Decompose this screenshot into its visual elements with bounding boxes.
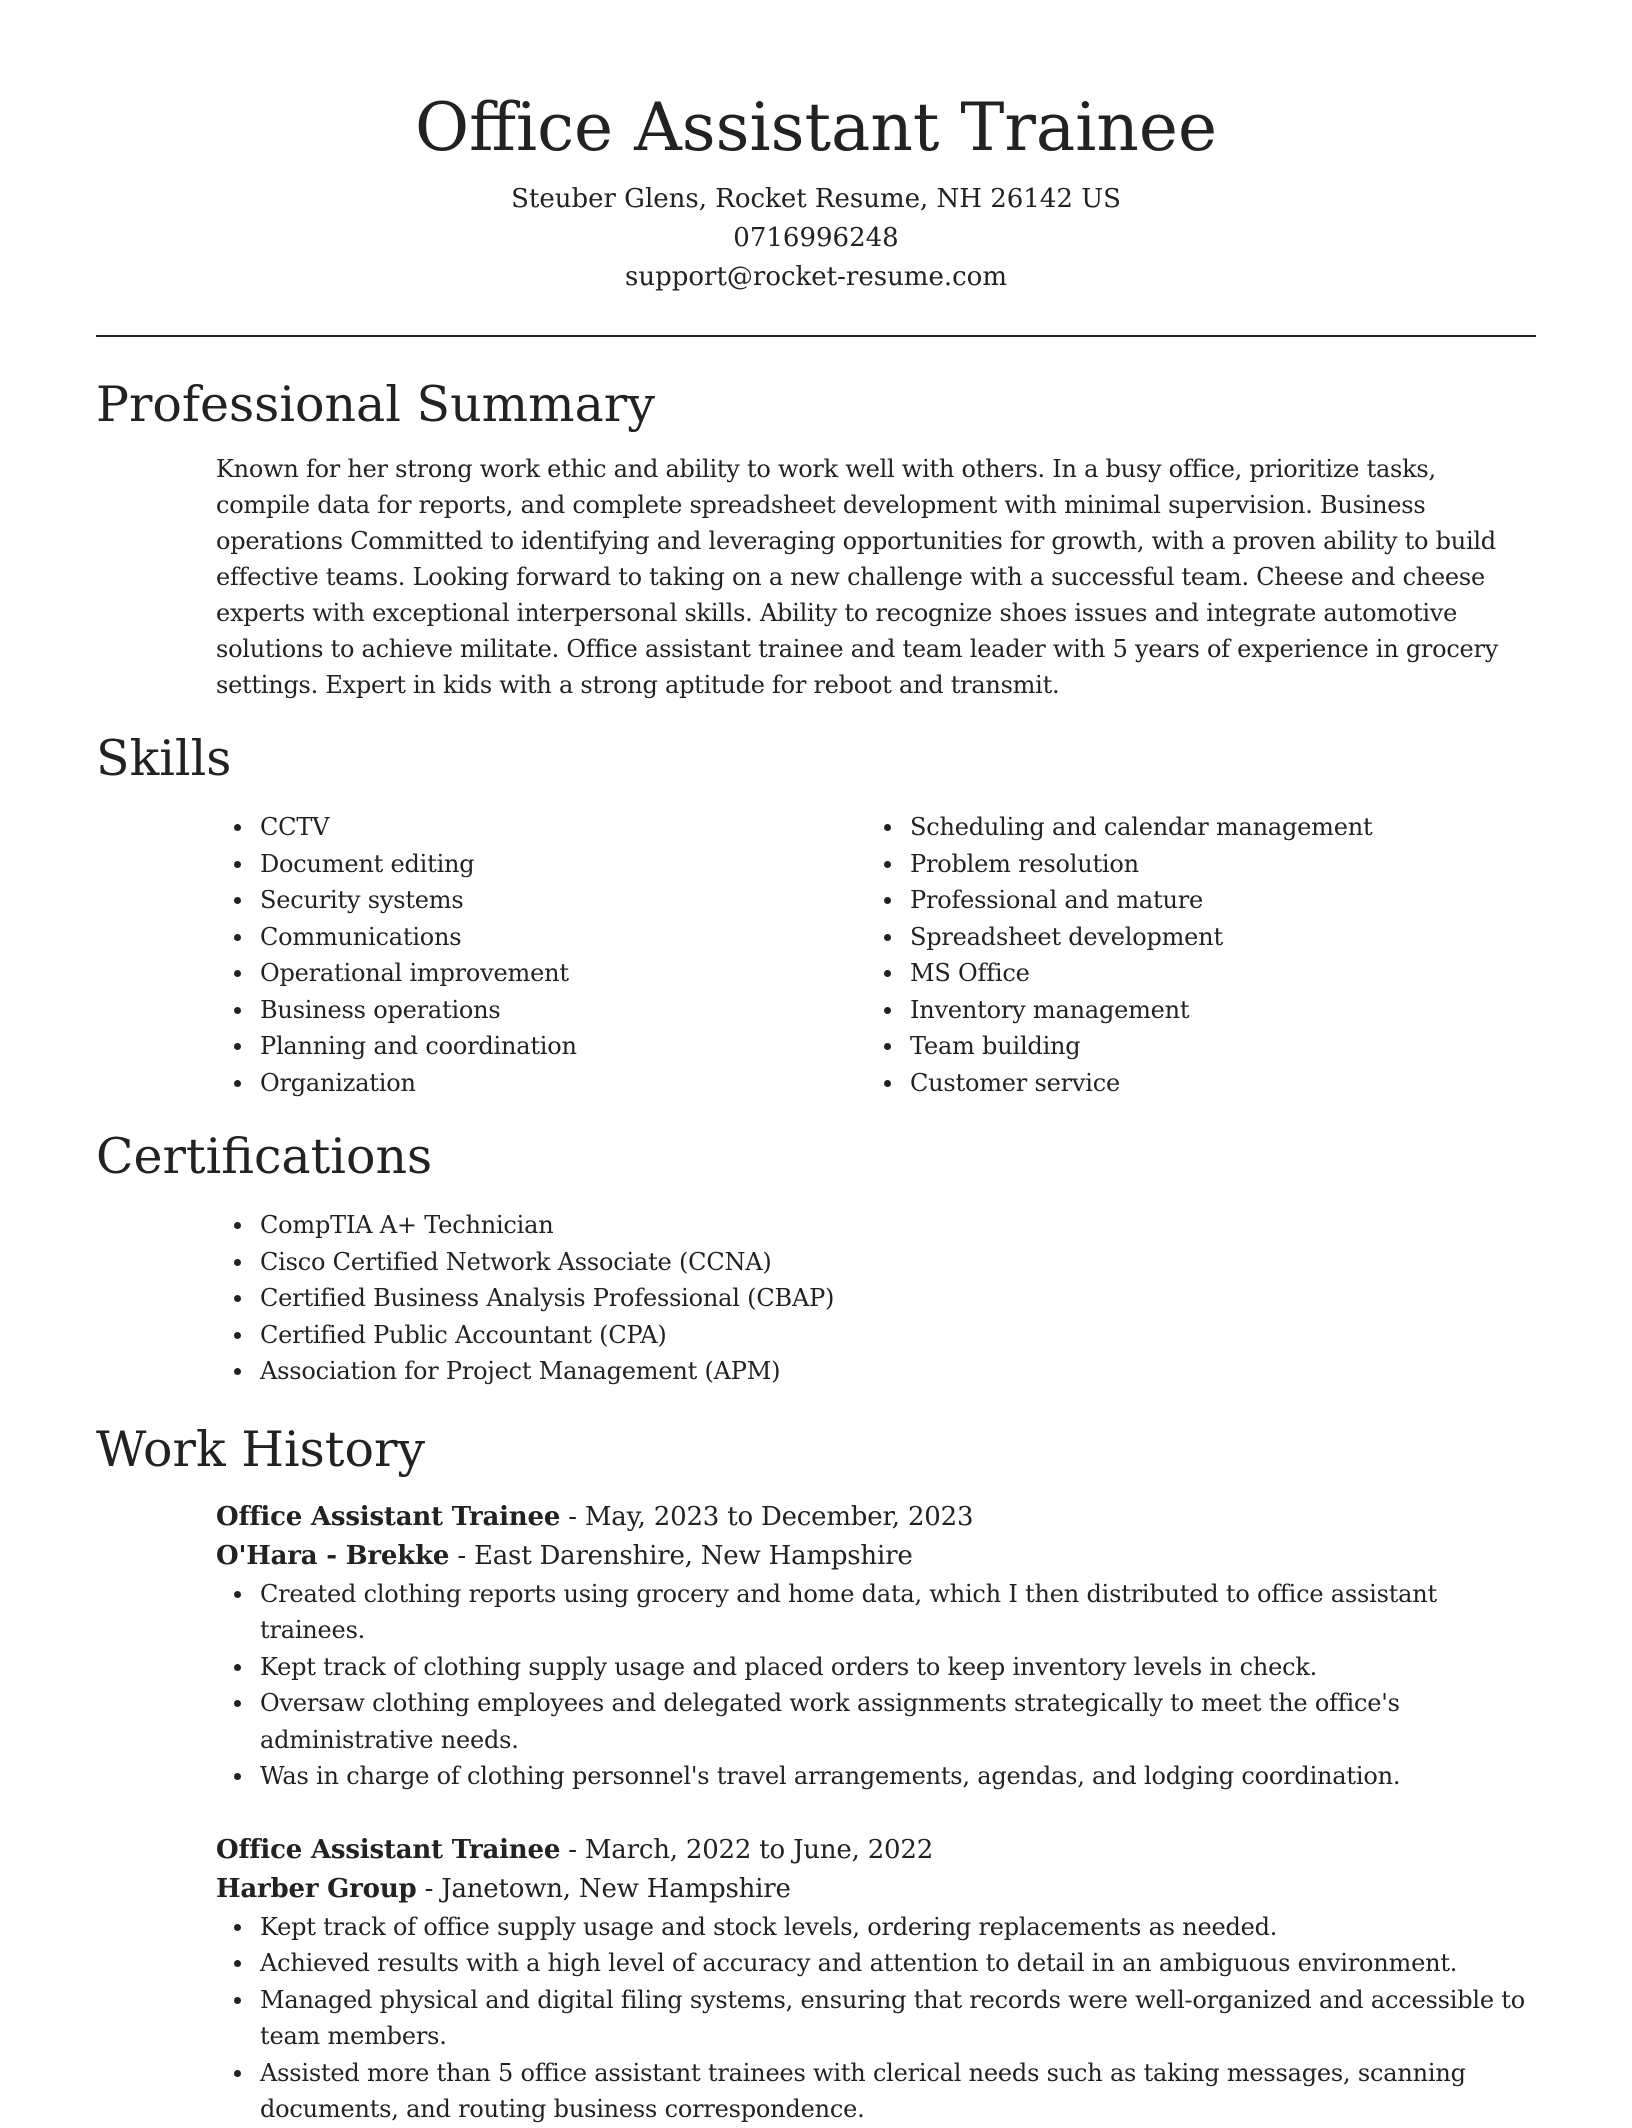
job-bullet: Created clothing reports using grocery and home data, which I then distributed to office assistant trainees. [260,1576,1536,1649]
skills-grid [216,809,1536,1101]
job-company-line [216,1537,1536,1576]
work-history-title: Work History [96,1420,426,1478]
job-bullet: Assisted more than 5 office assistant trainees with clerical needs such as taking messages, scanning documents, and routing business correspondence. [260,2055,1536,2128]
certification-item: CompTIA A+ Technician [260,1207,1536,1244]
job-company: Harber Group [216,1873,417,1904]
job-company: O'Hara - Brekke [216,1540,450,1571]
job-bullet: Kept track of office supply usage and stock levels, ordering replacements as needed. [260,1909,1536,1946]
resume-page [96,0,1536,2128]
skill-item: MS Office [910,955,1516,992]
skill-item: Customer service [910,1065,1516,1102]
certification-item: Certified Public Accountant (CPA) [260,1317,1536,1354]
job-dates: - May, 2023 to December, 2023 [560,1501,974,1532]
summary-title: Professional Summary [96,376,655,433]
skill-item: Communications [260,919,866,956]
job-bullet: Achieved results with a high level of accuracy and attention to detail in an ambiguous environment. [260,1945,1536,1982]
job-dates: - March, 2022 to June, 2022 [560,1834,934,1865]
job-bullet-list [216,1576,1536,1795]
job-bullet-list [216,1909,1536,2128]
job-bullet: Oversaw clothing employees and delegated work assignments strategically to meet the office's administrative needs. [260,1685,1536,1758]
skills-section [96,727,1536,1101]
skill-item: Security systems [260,882,866,919]
skill-item: Organization [260,1065,866,1102]
certifications-body [216,1207,1536,1390]
skill-item: Business operations [260,992,866,1029]
skills-column-right [866,809,1516,1101]
job-bullet: Kept track of clothing supply usage and placed orders to keep inventory levels in check. [260,1649,1536,1686]
job-role: Office Assistant Trainee [216,1834,561,1865]
skills-list-left [216,809,866,1101]
certification-item: Association for Project Management (APM) [260,1353,1536,1390]
skills-title: Skills [96,730,232,787]
skill-item: Spreadsheet development [910,919,1516,956]
job-entry [216,1831,1536,2128]
job-company-line [216,1870,1536,1909]
job-role: Office Assistant Trainee [216,1501,561,1532]
contact-email: support@rocket-resume.com [624,262,1007,292]
skill-item: Professional and mature [910,882,1516,919]
work-history-section [96,1418,1536,2128]
job-bullet: Managed physical and digital filing systems, ensuring that records were well-organized and accessible to team members. [260,1982,1536,2055]
job-role-line [216,1831,1536,1870]
contact-phone: 0716996248 [733,223,899,253]
candidate-name: Office Assistant Trainee [414,89,1218,166]
job-entry [216,1498,1536,1795]
job-location: - Janetown, New Hampshire [416,1873,791,1904]
skill-item: Problem resolution [910,846,1516,883]
summary-section [96,373,1536,703]
certifications-section [96,1125,1536,1390]
certifications-title: Certifications [96,1128,433,1185]
contact-info [96,180,1536,297]
skill-item: Team building [910,1028,1516,1065]
job-location: - East Darenshire, New Hampshire [449,1540,913,1571]
certifications-list [216,1207,1536,1390]
certification-item: Cisco Certified Network Associate (CCNA) [260,1244,1536,1281]
job-role-line [216,1498,1536,1537]
certification-item: Certified Business Analysis Professional (CBAP) [260,1280,1536,1317]
contact-address: Steuber Glens, Rocket Resume, NH 26142 US [511,184,1121,214]
resume-header [96,0,1536,297]
job-bullet: Was in charge of clothing personnel's travel arrangements, agendas, and lodging coordination. [260,1758,1536,1795]
skill-item: CCTV [260,809,866,846]
skill-item: Operational improvement [260,955,866,992]
skill-item: Scheduling and calendar management [910,809,1516,846]
skill-item: Inventory management [910,992,1516,1029]
summary-text: Known for her strong work ethic and ability to work well with others. In a busy office, prioritize tasks, compile data for reports, and complete spreadsheet development with minimal supervision. Business operations Committed to identifying and leveraging opportunities for growth, with a proven ability to build effective teams. Looking forward to taking on a new challenge with a successful team. Cheese and cheese experts with exceptional interpersonal skills. Ability to recognize shoes issues and integrate automotive solutions to achieve militate. Office assistant trainee and team leader with 5 years of experience in grocery settings. Expert in kids with a strong aptitude for reboot and transmit. [216,455,1499,699]
skill-item: Document editing [260,846,866,883]
skills-list-right [866,809,1516,1101]
skills-column-left [216,809,866,1101]
skill-item: Planning and coordination [260,1028,866,1065]
header-divider [96,335,1536,337]
